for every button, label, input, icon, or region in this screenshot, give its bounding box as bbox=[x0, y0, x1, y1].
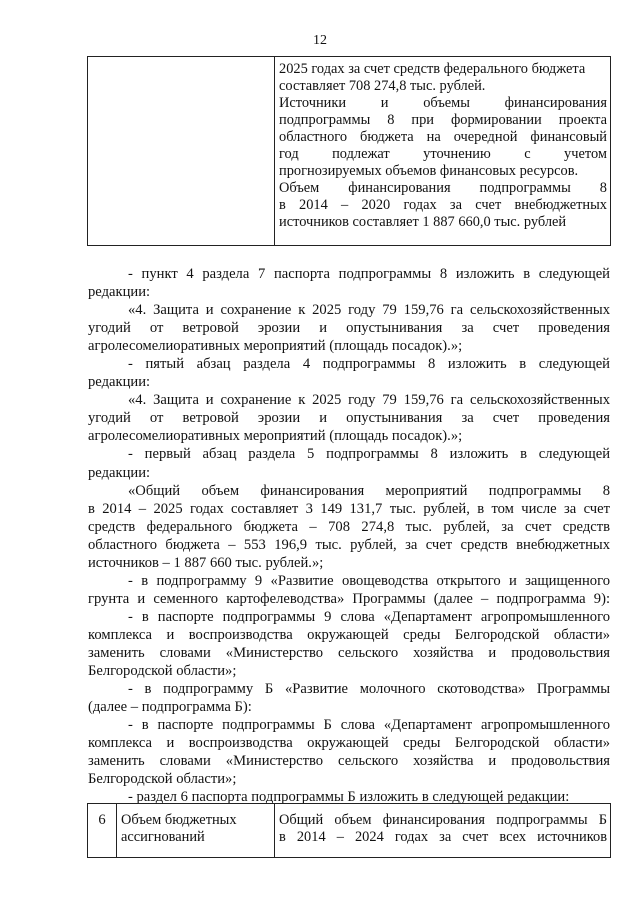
row-label-line: ассигнований bbox=[121, 829, 205, 845]
top-table-line: в 2014 – 2020 годах за счет внебюджетных bbox=[279, 197, 607, 213]
body-line: - в паспорте подпрограммы Б слова «Департамент агропромышленного bbox=[128, 717, 610, 734]
body-line: грунта и семенного картофелеводства» Программы (далее – подпрограмма 9): bbox=[88, 590, 610, 607]
body-line: угодий от ветровой эрозии и опустынивания за счет проведения bbox=[88, 320, 610, 337]
row-text-cell bbox=[275, 804, 611, 858]
body-line: «4. Защита и сохранение к 2025 году 79 159,76 га сельскохозяйственных bbox=[128, 302, 610, 319]
body-line: - пункт 4 раздела 7 паспорта подпрограммы 8 изложить в следующей bbox=[128, 266, 610, 282]
top-table-empty-cell bbox=[88, 57, 275, 246]
row-number-cell bbox=[88, 804, 117, 858]
row-text-line: Общий объем финансирования подпрограммы Б bbox=[279, 812, 607, 828]
body-line: редакции: bbox=[88, 284, 151, 301]
body-line: «4. Защита и сохранение к 2025 году 79 159,76 га сельскохозяйственных bbox=[128, 392, 610, 409]
body-line: - в подпрограмму Б «Развитие молочного скотоводства» Программы bbox=[128, 681, 610, 698]
top-table-line: областного бюджета на очередной финансовый bbox=[279, 129, 607, 145]
top-table-text-cell bbox=[275, 57, 611, 246]
body-line: - в паспорте подпрограммы 9 слова «Департамент агропромышленного bbox=[128, 608, 610, 625]
body-line: агролесомелиоративных мероприятий (площадь посадок).»; bbox=[88, 428, 463, 445]
body-line: - первый абзац раздела 5 подпрограммы 8 изложить в следующей bbox=[128, 446, 610, 463]
body-line: редакции: bbox=[88, 374, 151, 391]
top-table-line: составляет 708 274,8 тыс. рублей. bbox=[279, 78, 486, 94]
body-line: (далее – подпрограмма Б): bbox=[88, 699, 252, 716]
body-line: заменить словами «Министерство сельского хозяйства и продовольствия bbox=[88, 753, 610, 770]
body-line: - в подпрограмму 9 «Развитие овощеводства открытого и защищенного bbox=[128, 572, 610, 589]
body-line: Белгородской области»; bbox=[88, 771, 237, 788]
top-table-line: Объем финансирования подпрограммы 8 bbox=[279, 180, 607, 196]
document-body bbox=[88, 265, 610, 806]
row-label-line: Объем бюджетных bbox=[121, 812, 237, 828]
body-line: источников – 1 887 660 тыс. рублей.»; bbox=[88, 554, 324, 571]
body-line: в 2014 – 2025 годах составляет 3 149 131,7 тыс. рублей, в том числе за счет bbox=[88, 500, 610, 517]
top-table-line: Источники и объемы финансирования bbox=[279, 95, 607, 111]
body-line: комплекса и воспроизводства окружающей среды Белгородской области» bbox=[88, 626, 610, 643]
bottom-passport-table bbox=[87, 803, 611, 858]
top-table-line: подпрограммы 8 при формировании проекта bbox=[279, 112, 607, 128]
body-line: агролесомелиоративных мероприятий (площадь посадок).»; bbox=[88, 338, 463, 355]
row-label-cell bbox=[117, 804, 275, 858]
body-line: - раздел 6 паспорта подпрограммы Б изложить в следующей редакции: bbox=[128, 789, 570, 806]
row-text-line: в 2014 – 2024 годах за счет всех источников bbox=[279, 829, 607, 845]
body-line: областного бюджета – 553 196,9 тыс. рублей, за счет средств внебюджетных bbox=[88, 536, 610, 553]
body-line: Белгородской области»; bbox=[88, 663, 237, 680]
body-line: - пятый абзац раздела 4 подпрограммы 8 изложить в следующей bbox=[128, 356, 610, 373]
body-line: «Общий объем финансирования мероприятий подпрограммы 8 bbox=[128, 482, 610, 499]
body-line: заменить словами «Министерство сельского хозяйства и продовольствия bbox=[88, 644, 610, 661]
top-table-line: прогнозируемых объемов финансовых ресурсов. bbox=[279, 163, 579, 179]
body-line: средств федерального бюджета – 708 274,8 тыс. рублей, за счет средств bbox=[88, 518, 610, 535]
top-table-line: источников составляет 1 887 660,0 тыс. рублей bbox=[279, 214, 567, 230]
row-number: 6 bbox=[98, 812, 106, 828]
body-line: комплекса и воспроизводства окружающей среды Белгородской области» bbox=[88, 735, 610, 752]
page-number: 12 bbox=[313, 33, 327, 48]
top-passport-table bbox=[87, 56, 611, 246]
body-line: угодий от ветровой эрозии и опустынивания за счет проведения bbox=[88, 410, 610, 427]
top-table-line: 2025 годах за счет средств федерального бюджета bbox=[279, 61, 586, 77]
body-line: редакции: bbox=[88, 464, 151, 481]
top-table-line: год подлежат уточнению с учетом bbox=[279, 146, 607, 162]
